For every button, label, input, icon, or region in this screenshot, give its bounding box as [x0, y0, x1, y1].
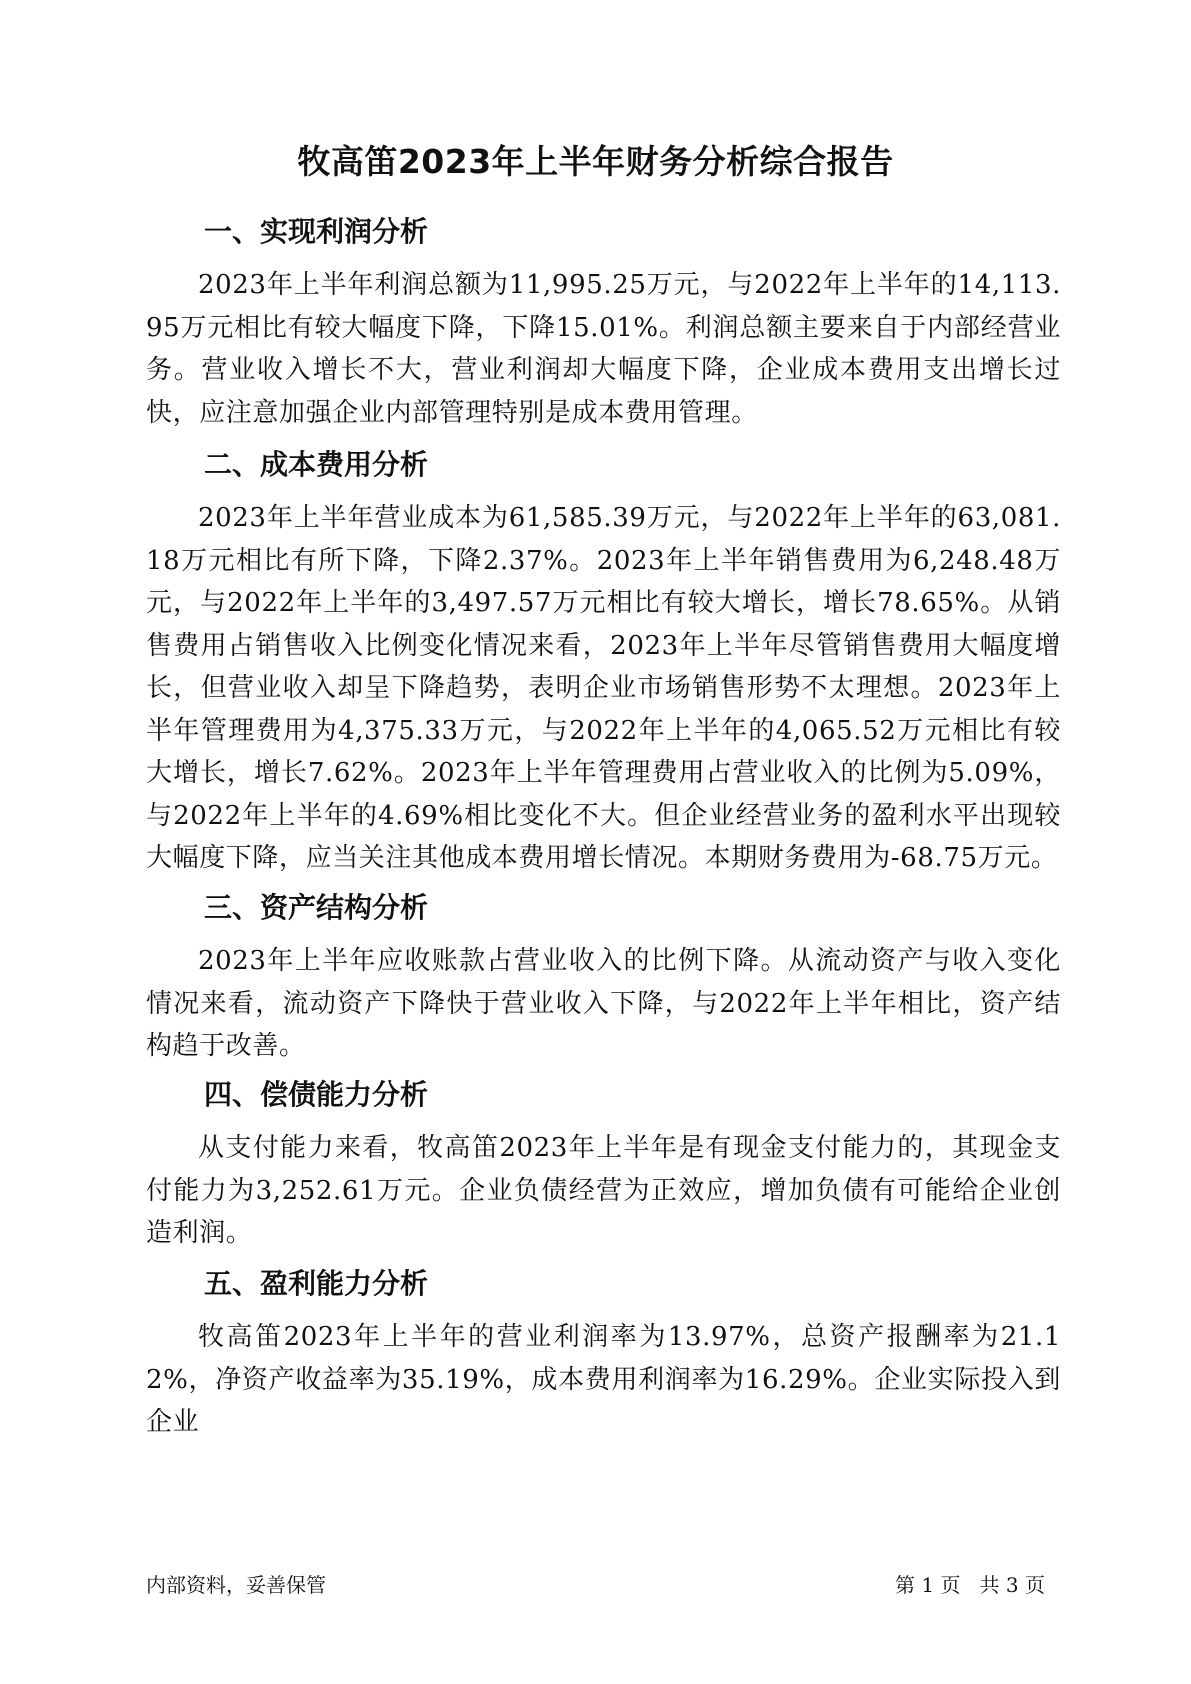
- section-heading: 五、盈利能力分析: [204, 1267, 429, 1300]
- section-heading: 二、成本费用分析: [204, 448, 429, 481]
- section-paragraph: 从支付能力来看，牧高笛2023年上半年是有现金支付能力的，其现金支付能力为3,252.61万元。企业负债经营为正效应，增加负债有可能给企业创造利润。: [146, 1133, 1061, 1248]
- section-cost: [146, 443, 1061, 880]
- section-paragraph: 2023年上半年应收账款占营业收入的比例下降。从流动资产与收入变化情况来看，流动资产下降快于营业收入下降，与2022年上半年相比，资产结构趋于改善。: [146, 946, 1061, 1061]
- section-paragraph: 牧高笛2023年上半年的营业利润率为13.97%，总资产报酬率为21.12%，净资产收益率为35.19%，成本费用利润率为16.29%。企业实际投入到企业: [146, 1322, 1061, 1437]
- section-paragraph: 2023年上半年利润总额为11,995.25万元，与2022年上半年的14,113.95万元相比有较大幅度下降，下降15.01%。利润总额主要来自于内部经营业务。营业收入增长不大，营业利润却大幅度下降，企业成本费用支出增长过快，应注意加强企业内部管理特别是成本费用管理。: [146, 270, 1061, 428]
- section-solvency: [146, 1073, 1061, 1255]
- section-heading: 三、资产结构分析: [204, 891, 429, 924]
- footer-page-number: 第 1 页 共 3 页: [895, 1573, 1045, 1597]
- section-paragraph: 2023年上半年营业成本为61,585.39万元，与2022年上半年的63,081.18万元相比有所下降，下降2.37%。2023年上半年销售费用为6,248.48万元，与2022年上半年的3,497.57万元相比有较大增长，增长78.65%。从销售费用占销售收入比例变化情况来看，2023年上半年尽管销售费用大幅度增长，但营业收入却呈下降趋势，表明企业市场销售形势不太理想。2023年上半年管理费用为4,375.33万元，与2022年上半年的4,065.52万元相比有较大增长，增长7.62%。2023年上半年管理费用占营业收入的比例为5.09%，与2022年上半年的4.69%相比变化不大。但企业经营业务的盈利水平出现较大幅度下降，应当关注其他成本费用增长情况。本期财务费用为-68.75万元。: [146, 503, 1061, 873]
- section-profitability: [146, 1262, 1061, 1444]
- section-heading: 四、偿债能力分析: [204, 1078, 429, 1111]
- section-profit: [146, 210, 1061, 434]
- section-asset-structure: [146, 886, 1061, 1068]
- section-heading: 一、实现利润分析: [204, 215, 429, 248]
- document-title: 牧高笛2023年上半年财务分析综合报告: [297, 142, 894, 181]
- footer-confidential-note: 内部资料，妥善保管: [146, 1573, 326, 1597]
